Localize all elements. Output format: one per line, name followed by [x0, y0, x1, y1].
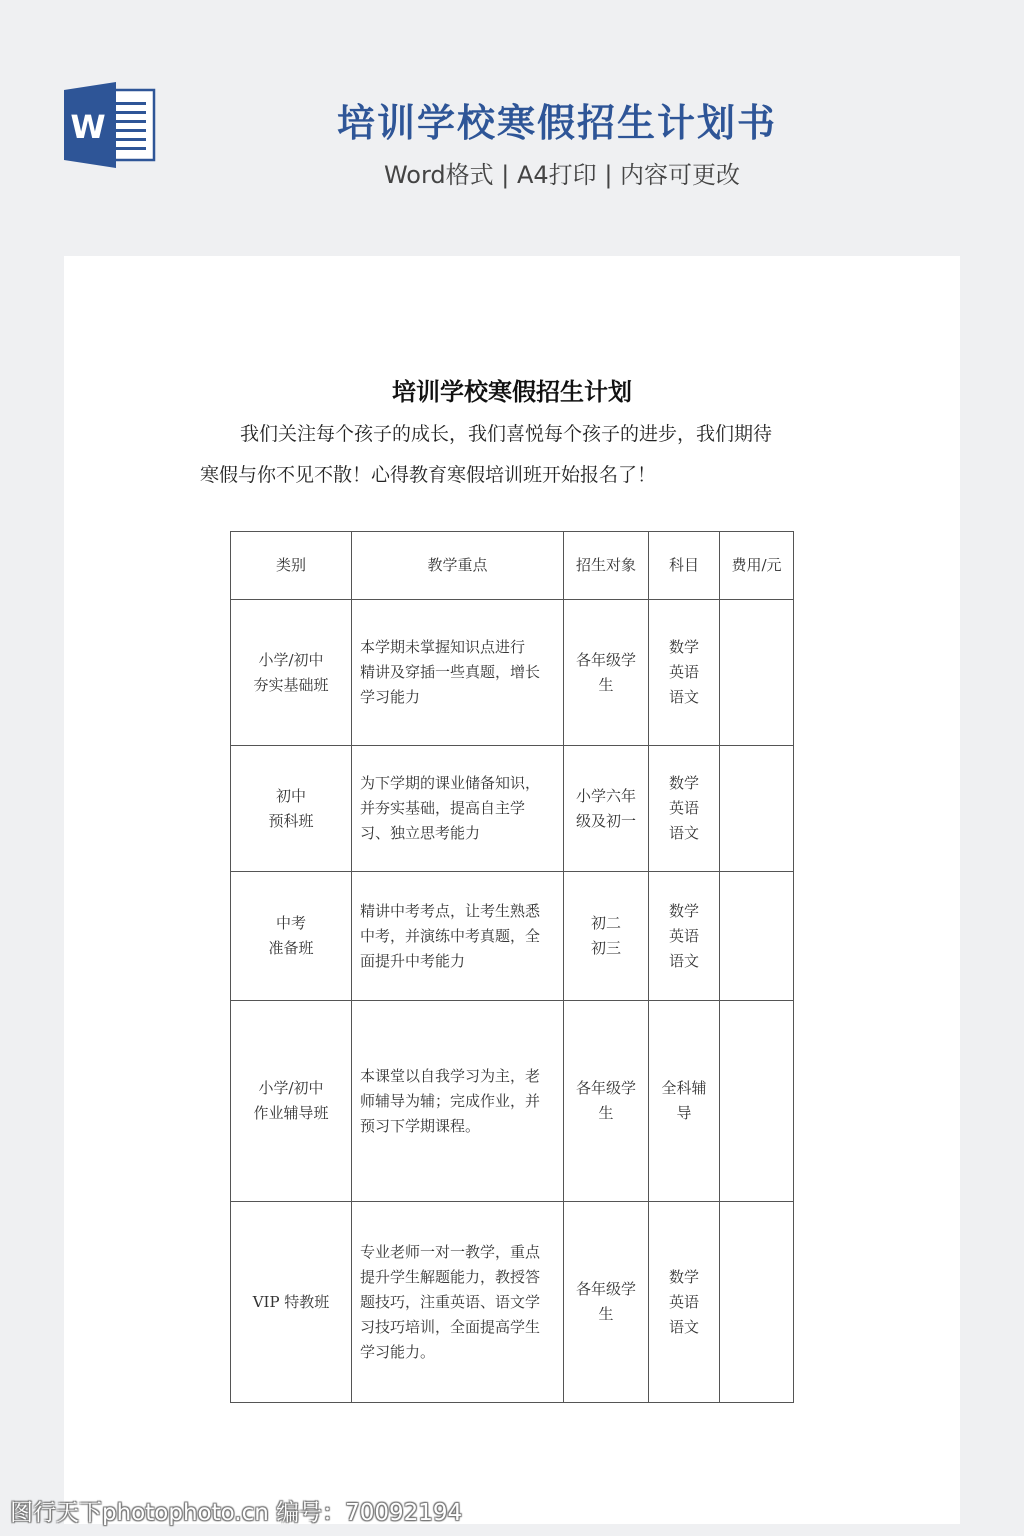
cell-line: 预习下学期课程。	[360, 1116, 481, 1135]
cell-line: 导	[676, 1104, 692, 1122]
cell-line: 全科辅	[661, 1079, 707, 1097]
cell-line: 数学	[668, 901, 699, 920]
cell-line: 生	[598, 675, 614, 694]
cell-line: 中考	[275, 914, 306, 932]
cell-line: 语文	[668, 1317, 699, 1336]
cell-line: 各年级学	[575, 1280, 636, 1298]
cell-line: 为下学期的课业储备知识，	[360, 774, 541, 792]
category-cell	[231, 746, 352, 872]
target-cell	[564, 1202, 649, 1403]
subjects-cell	[649, 872, 720, 1001]
focus-cell	[352, 872, 564, 1001]
focus-cell	[352, 1001, 564, 1202]
cell-line: 生	[598, 1305, 614, 1323]
cell-line: 准备班	[268, 939, 314, 957]
cell-line: 面提升中考能力	[360, 951, 466, 970]
subjects-cell	[649, 600, 720, 746]
cell-line: VIP 特教班	[252, 1292, 330, 1311]
focus-cell	[352, 746, 564, 872]
cell-line: 数学	[668, 1267, 699, 1286]
cell-line: 各年级学	[575, 1079, 636, 1097]
fee-cell	[720, 872, 794, 1001]
target-cell	[564, 746, 649, 872]
intro-line-1: 我们关注每个孩子的成长，我们喜悦每个孩子的进步，我们期待	[240, 423, 773, 445]
subjects-cell	[649, 746, 720, 872]
cell-line: 数学	[668, 774, 699, 792]
cell-line: 师辅导为辅；完成作业，并	[360, 1091, 541, 1110]
category-cell	[231, 872, 352, 1001]
document-page	[64, 256, 960, 1524]
cell-line: 各年级学	[575, 650, 636, 669]
header	[0, 0, 1024, 250]
category-cell	[231, 1202, 352, 1403]
cell-line: 精讲中考考点，让考生熟悉	[360, 901, 541, 920]
cell-line: 夯实基础班	[253, 675, 329, 694]
subjects-cell	[649, 1202, 720, 1403]
table-row	[231, 1202, 794, 1403]
fee-cell	[720, 600, 794, 746]
cell-line: 数学	[668, 638, 699, 656]
fee-cell	[720, 1001, 794, 1202]
cell-line: 语文	[668, 824, 699, 842]
cell-line: 本课堂以自我学习为主，老	[360, 1066, 541, 1085]
table-row	[231, 1001, 794, 1202]
cell-line: 英语	[668, 1292, 699, 1311]
watermark: 图行天下photophoto.cn 编号：70092194	[10, 1500, 463, 1526]
cell-line: 语文	[668, 688, 699, 706]
cell-line: 并夯实基础，提高自主学	[360, 799, 526, 817]
cell-line: 提升学生解题能力，教授答	[360, 1267, 541, 1286]
target-cell	[564, 1001, 649, 1202]
category-cell	[231, 1001, 352, 1202]
cell-line: 初二	[590, 914, 621, 932]
subjects-cell	[649, 1001, 720, 1202]
cell-line: 初三	[590, 939, 621, 957]
focus-cell	[352, 600, 564, 746]
cell-line: 小学六年	[575, 786, 636, 805]
cell-line: 英语	[668, 926, 699, 945]
focus-cell	[352, 1202, 564, 1403]
cell-line: 学习能力。	[360, 1342, 436, 1361]
table-header-row	[231, 532, 794, 600]
category-cell	[231, 600, 352, 746]
cell-line: 本学期未掌握知识点进行	[360, 638, 526, 656]
cell-line: 语文	[668, 951, 699, 970]
header-cell: 费用/元	[720, 532, 794, 600]
page-title: 培训学校寒假招生计划书	[336, 101, 777, 145]
page-subtitle: Word格式 | A4打印 | 内容可更改	[383, 161, 741, 189]
header-cell: 教学重点	[352, 532, 564, 600]
cell-line: 学习能力	[360, 688, 421, 706]
fee-cell	[720, 746, 794, 872]
cell-line: 英语	[668, 799, 699, 817]
cell-line: 题技巧，注重英语、语文学	[360, 1292, 541, 1311]
cell-line: 小学/初中	[258, 650, 324, 669]
cell-line: 中考，并演练中考真题，全	[360, 926, 541, 945]
intro-line-2: 寒假与你不见不散！心得教育寒假培训班开始报名了！	[200, 464, 657, 486]
cell-line: 精讲及穿插一些真题，增长	[360, 663, 541, 681]
cell-line: 专业老师一对一教学，重点	[360, 1242, 541, 1261]
table-row	[231, 600, 794, 746]
cell-line: 习技巧培训，全面提高学生	[360, 1317, 541, 1336]
intro-paragraph	[200, 416, 840, 494]
document-title: 培训学校寒假招生计划	[392, 378, 632, 406]
enrollment-table	[230, 531, 794, 1403]
cell-line: 英语	[668, 663, 699, 681]
header-cell: 招生对象	[564, 532, 649, 600]
cell-line: 预科班	[268, 811, 314, 830]
cell-line: 级及初一	[575, 811, 636, 830]
cell-line: 生	[598, 1104, 614, 1122]
fee-cell	[720, 1202, 794, 1403]
target-cell	[564, 600, 649, 746]
svg-text:W: W	[70, 108, 106, 146]
cell-line: 习、独立思考能力	[360, 824, 481, 842]
target-cell	[564, 872, 649, 1001]
table-row	[231, 872, 794, 1001]
cell-line: 小学/初中	[258, 1079, 324, 1097]
cell-line: 初中	[275, 786, 306, 805]
table-row	[231, 746, 794, 872]
cell-line: 作业辅导班	[253, 1104, 329, 1122]
header-cell: 类别	[231, 532, 352, 600]
header-cell: 科目	[649, 532, 720, 600]
